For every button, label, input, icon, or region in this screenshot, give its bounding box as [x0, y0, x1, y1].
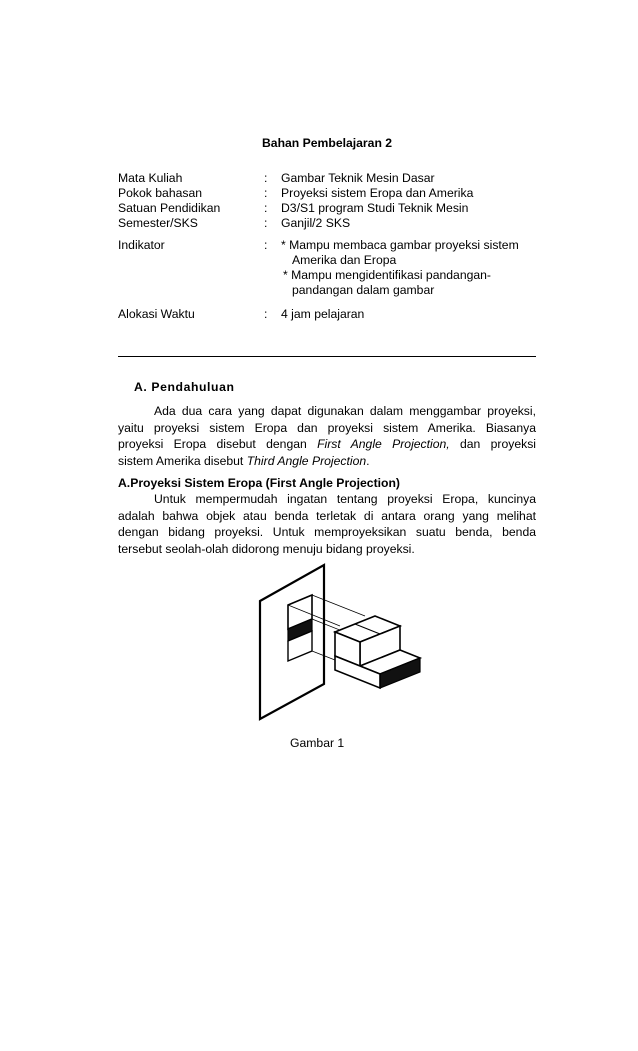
paragraph-line: Ada dua cara yang dapat digunakan dalam menggambar proyeksi, [154, 404, 536, 418]
text-run: dan proyeksi [460, 437, 537, 451]
italic-term: Third Angle Projection [246, 453, 367, 468]
text-run: sistem Amerika disebut [118, 453, 244, 468]
paragraph-proyeksi-eropa [118, 491, 536, 557]
info-colon: : [264, 307, 268, 321]
indikator-line: pandangan dalam gambar [292, 283, 435, 297]
paragraph-line: dengan bidang proyeksi. Untuk memproyeksikan suatu benda, benda [118, 525, 536, 539]
horizontal-divider [118, 356, 536, 357]
info-label: Satuan Pendidikan [118, 201, 221, 215]
indikator-line: * Mampu mengidentifikasi pandangan- [283, 268, 491, 282]
indikator-line: Amerika dan Eropa [292, 253, 397, 267]
info-label: Alokasi Waktu [118, 307, 195, 321]
info-colon: : [264, 216, 268, 230]
info-colon: : [264, 238, 268, 252]
info-label: Mata Kuliah [118, 171, 183, 185]
document-title: Bahan Pembelajaran 2 [262, 136, 393, 150]
indikator-line: * Mampu membaca gambar proyeksi sistem [281, 238, 519, 252]
paragraph-pendahuluan [118, 403, 536, 469]
info-value: Gambar Teknik Mesin Dasar [281, 171, 435, 185]
paragraph-line [118, 436, 536, 453]
section-heading-proyeksi-eropa: A.Proyeksi Sistem Eropa (First Angle Projection) [118, 476, 400, 490]
info-colon: : [264, 171, 268, 185]
figure-caption: Gambar 1 [290, 736, 345, 750]
text-run: proyeksi Eropa disebut dengan [118, 437, 307, 451]
paragraph-line [118, 453, 536, 470]
info-label: Pokok bahasan [118, 186, 203, 200]
paragraph-line: adalah bahwa objek atau benda terletak di antara orang yang melihat [118, 508, 536, 523]
info-value: D3/S1 program Studi Teknik Mesin [281, 201, 469, 215]
info-row-indikator [118, 238, 538, 302]
paragraph-line: yaitu proyeksi sistem Eropa dan proyeksi sistem Amerika. Biasanya [118, 420, 536, 435]
section-heading-pendahuluan: A. Pendahuluan [134, 380, 235, 394]
info-value: Ganjil/2 SKS [281, 216, 351, 230]
info-value: Proyeksi sistem Eropa dan Amerika [281, 186, 474, 200]
italic-term: First Angle Projection, [317, 437, 450, 451]
projection-figure [240, 556, 440, 726]
info-label: Indikator [118, 238, 165, 252]
info-colon: : [264, 201, 268, 215]
info-value: 4 jam pelajaran [281, 307, 365, 321]
info-colon: : [264, 186, 268, 200]
text-run: . [366, 453, 370, 468]
paragraph-line: Untuk mempermudah ingatan tentang proyeksi Eropa, kuncinya [154, 492, 536, 506]
paragraph-line: tersebut seolah-olah didorong menuju bidang proyeksi. [118, 541, 415, 556]
info-label: Semester/SKS [118, 216, 198, 230]
